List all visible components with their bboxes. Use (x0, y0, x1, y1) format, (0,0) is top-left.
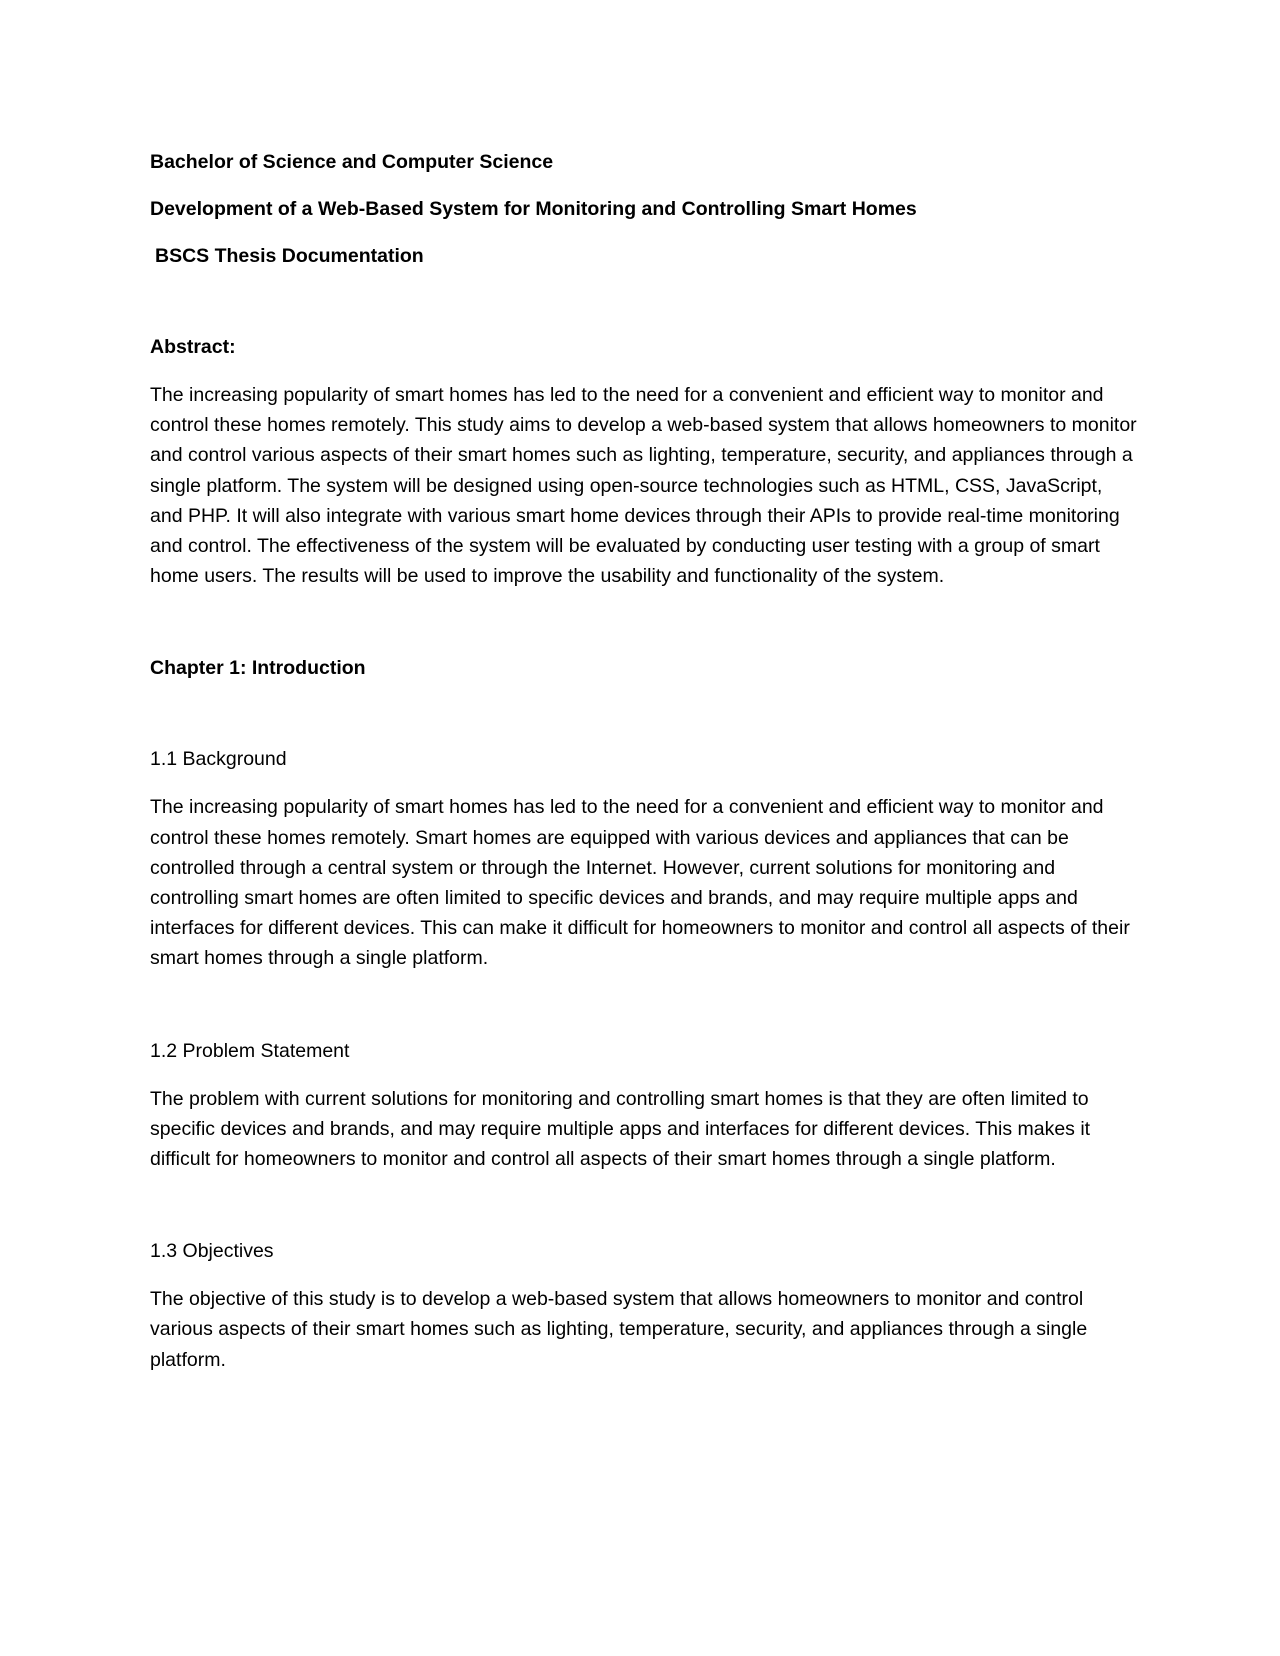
abstract-text: The increasing popularity of smart homes has led to the need for a convenient and efficient way to monitor and control these homes remotely. This study aims to develop a web-based system that allows homeowners to monitor and control various aspects of their smart homes such as lighting, temperature, security, and appliances through a single platform. The system will be designed using open-source technologies such as HTML, CSS, JavaScript, and PHP. It will also integrate with various smart home devices through their APIs to provide real-time monitoring and control. The effectiveness of the system will be evaluated by conducting user testing with a group of smart home users. The results will be used to improve the usability and functionality of the system. (150, 384, 1137, 588)
section-text-problem-statement: The problem with current solutions for monitoring and controlling smart homes is that they are often limited to specific devices and brands, and may require multiple apps and interfaces for different devices. This makes it difficult for homeowners to monitor and control all aspects of their smart homes through a single platform. (150, 1087, 1091, 1171)
section-heading-problem-statement: 1.2 Problem Statement (150, 1039, 350, 1062)
section-heading-background: 1.1 Background (150, 748, 287, 771)
degree-title: Bachelor of Science and Computer Science (150, 151, 554, 173)
section-text-background: The increasing popularity of smart homes has led to the need for a convenient and efficient way to monitor and control these homes remotely. Smart homes are equipped with various devices and appliances that can be controlled through a central system or through the Internet. However, current solutions for monitoring and controlling smart homes are often limited to specific devices and brands, and may require multiple apps and interfaces for different devices. This can make it difficult for homeowners to monitor and control all aspects of their smart homes through a single platform. (150, 796, 1130, 970)
chapter-heading: Chapter 1: Introduction (150, 657, 366, 680)
section-text-objectives: The objective of this study is to develop a web-based system that allows homeowners to monitor and control various aspects of their smart homes such as lighting, temperature, security, and appliances through a single platform. (150, 1288, 1088, 1371)
document-type: BSCS Thesis Documentation (155, 245, 424, 267)
section-heading-objectives: 1.3 Objectives (150, 1240, 274, 1263)
thesis-title: Development of a Web-Based System for Monitoring and Controlling Smart Homes (150, 198, 917, 220)
document-body (150, 148, 1140, 1375)
abstract-heading: Abstract: (150, 336, 236, 358)
